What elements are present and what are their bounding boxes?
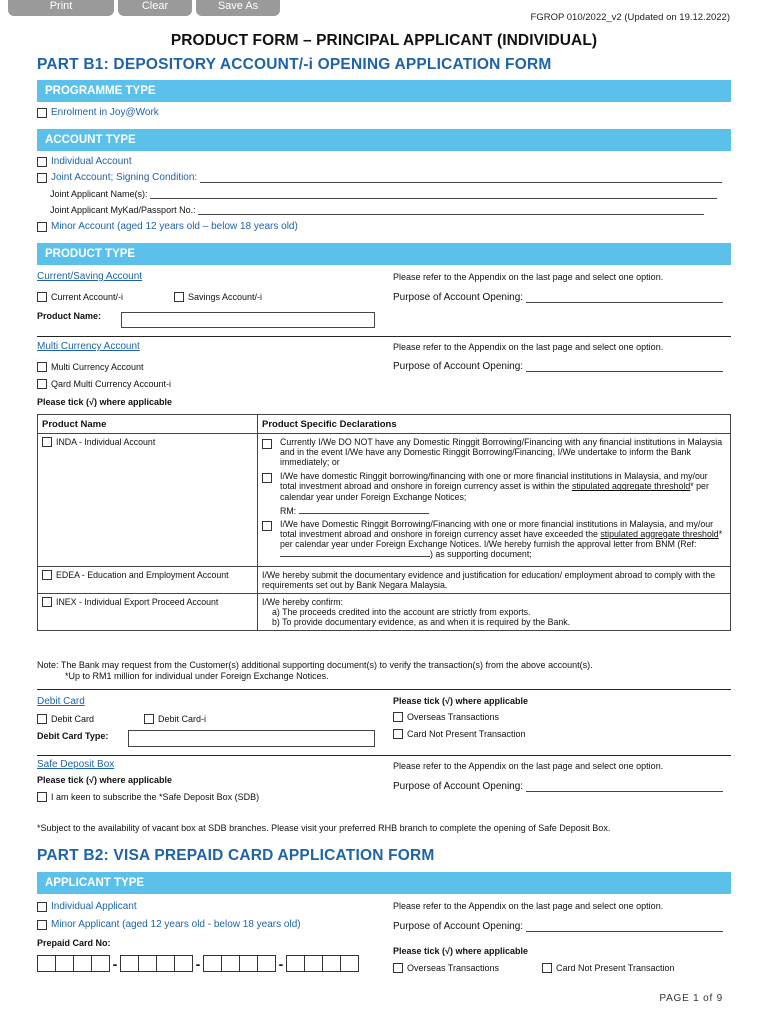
- minor-account-option: [37, 221, 298, 232]
- sdb-label: I am keen to subscribe the *Safe Deposit Box (SDB): [51, 792, 260, 802]
- inda-decl-2-text: [280, 471, 726, 501]
- inda-decl-3-threshold: stipulated aggregate threshold: [600, 528, 719, 539]
- debit-card-checkbox[interactable]: [37, 714, 47, 724]
- document-reference: FGROP 010/2022_v2 (Updated on 19.12.2022): [530, 12, 730, 23]
- inex-cell: [38, 594, 258, 631]
- inda-option: [42, 437, 253, 447]
- sdb-purpose-field[interactable]: [526, 782, 723, 792]
- page-number: PAGE 1 of 9: [659, 993, 723, 1004]
- card-group-1[interactable]: [37, 955, 110, 972]
- joint-account-option: [37, 172, 722, 183]
- sdb-option: [37, 792, 259, 802]
- debit-tick-instruction: Please tick (√) where applicable: [393, 696, 528, 706]
- qard-label: Qard Multi Currency Account-i: [51, 379, 172, 389]
- table-row: [38, 434, 731, 567]
- inda-decl-2-threshold: stipulated aggregate threshold: [571, 481, 691, 492]
- applicant-type-band: APPLICANT TYPE: [37, 872, 731, 894]
- inex-option: [42, 597, 253, 607]
- sdb-tick-instruction: Please tick (√) where applicable: [37, 775, 172, 785]
- debit-overseas-checkbox[interactable]: [393, 712, 403, 722]
- save-as-button[interactable]: Save As: [196, 0, 280, 16]
- table-row: [38, 594, 731, 631]
- card-group-4[interactable]: [286, 955, 359, 972]
- product-declaration-table: [37, 414, 731, 631]
- inda-decl-2-text-a: I/We have domestic Ringgit borrowing/financing with one or more financial institutions in Malaysia, and my/our total investment abroad and onshore in foreign currency asset is within the: [280, 471, 708, 492]
- inda-decl-3-text-a: I/We have Domestic Ringgit Borrowing/Financing with one or more financial institutions in Malaysia, and my/our total investment abroad and onshore in foreign currency asset have exceeded the: [280, 518, 714, 539]
- inda-decl-2-text-c: * per calendar year under Foreign Exchange Notices;: [280, 481, 709, 502]
- joy-at-work-checkbox[interactable]: [37, 108, 47, 118]
- debit-overseas-label: Overseas Transactions: [407, 712, 500, 722]
- inda-checkbox[interactable]: [42, 437, 52, 447]
- prepaid-card-number-input[interactable]: [37, 955, 359, 972]
- individual-applicant-option: [37, 901, 137, 912]
- inda-decl-3-text: [280, 519, 726, 559]
- rm-row: [280, 506, 726, 516]
- cs-purpose-field[interactable]: [526, 293, 723, 303]
- debit-card-title: Debit Card: [37, 696, 85, 707]
- current-account-label: Current Account/-i: [51, 292, 124, 302]
- mc-purpose-label: Purpose of Account Opening:: [393, 361, 524, 372]
- divider: [37, 755, 731, 756]
- inda-decl-1-text: Currently I/We DO NOT have any Domestic Ringgit Borrowing/Financing with any financial institutions in Malaysia and in the event I/We have any Domestic Ringgit Borrowing/Financing, I/We undertake to inform the Bank immediately; or: [280, 437, 723, 468]
- inda-declarations: [258, 434, 731, 567]
- form-toolbar: [8, 0, 280, 16]
- signing-condition-field[interactable]: [200, 173, 722, 183]
- debit-overseas-option: [393, 712, 499, 722]
- debit-card-i-option: [144, 714, 206, 724]
- debit-card-option: [37, 714, 94, 724]
- sdb-checkbox[interactable]: [37, 792, 47, 802]
- inex-line-1: I/We hereby confirm:: [262, 597, 343, 608]
- minor-applicant-label: Minor Applicant (aged 12 years old - below 18 years old): [51, 919, 301, 930]
- inda-decl-3-text-c: * per calendar year under Foreign Exchange Notices. I/We hereby furnish the approval letter from BNM (Ref:: [280, 528, 723, 549]
- product-name-input[interactable]: [121, 312, 375, 328]
- note-line-2: *Up to RM1 million for individual under Foreign Exchange Notices.: [65, 671, 329, 681]
- individual-account-label: Individual Account: [51, 156, 132, 167]
- debit-card-i-checkbox[interactable]: [144, 714, 154, 724]
- safe-deposit-title: Safe Deposit Box: [37, 759, 115, 770]
- debit-card-i-label: Debit Card-i: [158, 714, 207, 724]
- edea-declaration: I/We hereby submit the documentary evidence and justification for education/ employment abroad to comply with the requirements set out by Bank Negara Malaysia.: [258, 567, 731, 594]
- table-header-row: [38, 415, 731, 434]
- programme-type-band: PROGRAMME TYPE: [37, 80, 731, 102]
- current-saving-title: Current/Saving Account: [37, 271, 143, 282]
- b2-appendix-note: Please refer to the Appendix on the last page and select one option.: [393, 901, 664, 911]
- inda-cell: [38, 434, 258, 567]
- inex-declaration: [258, 594, 731, 631]
- dash-separator: -: [278, 955, 284, 972]
- b2-tick-instruction: Please tick (√) where applicable: [393, 946, 528, 956]
- minor-account-checkbox[interactable]: [37, 222, 47, 232]
- multi-currency-checkbox[interactable]: [37, 362, 47, 372]
- tick-instruction: Please tick (√) where applicable: [37, 397, 172, 407]
- cs-purpose-row: [393, 292, 723, 303]
- inex-line-3: b) To provide documentary evidence, as and when it is required by the Bank.: [272, 617, 571, 628]
- joint-names-label: Joint Applicant Name(s):: [50, 189, 148, 199]
- prepaid-card-no-label: Prepaid Card No:: [37, 938, 111, 948]
- sdb-purpose-row: [393, 781, 723, 792]
- savings-account-label: Savings Account/-i: [188, 292, 263, 302]
- savings-account-option: [174, 292, 262, 302]
- minor-account-label: Minor Account (aged 12 years old – below 18 years old): [51, 221, 298, 232]
- b2-cnp-checkbox[interactable]: [542, 963, 552, 973]
- debit-cnp-label: Card Not Present Transaction: [407, 729, 526, 739]
- sdb-purpose-label: Purpose of Account Opening:: [393, 781, 524, 792]
- mc-purpose-row: [393, 361, 723, 372]
- edea-option: [42, 570, 253, 580]
- joint-account-checkbox[interactable]: [37, 173, 47, 183]
- joint-ids-label: Joint Applicant MyKad/Passport No.:: [50, 205, 196, 215]
- b2-cnp-option: [542, 963, 675, 973]
- multi-currency-label: Multi Currency Account: [51, 362, 144, 372]
- rm-field[interactable]: [299, 506, 429, 514]
- inda-label: INDA - Individual Account: [56, 437, 156, 447]
- divider: [37, 689, 731, 690]
- inex-checkbox[interactable]: [42, 597, 52, 607]
- col-product-name: Product Name: [38, 415, 258, 434]
- mc-appendix-note: Please refer to the Appendix on the last page and select one option.: [393, 342, 664, 352]
- card-group-2[interactable]: [120, 955, 193, 972]
- inda-decl-2-checkbox[interactable]: [262, 473, 272, 483]
- print-button[interactable]: Print: [8, 0, 114, 16]
- debit-cnp-option: [393, 729, 526, 739]
- product-type-band: PRODUCT TYPE: [37, 243, 731, 265]
- b2-cnp-label: Card Not Present Transaction: [556, 963, 675, 973]
- inda-decl-1-checkbox[interactable]: [262, 439, 272, 449]
- product-name-label: Product Name:: [37, 311, 102, 321]
- edea-checkbox[interactable]: [42, 570, 52, 580]
- qard-checkbox[interactable]: [37, 379, 47, 389]
- b2-purpose-row: [393, 921, 723, 932]
- joy-at-work-label: Enrolment in Joy@Work: [51, 107, 159, 118]
- inex-label: INEX - Individual Export Proceed Account: [56, 597, 219, 608]
- mc-purpose-field[interactable]: [526, 362, 723, 372]
- inda-decl-3-checkbox[interactable]: [262, 521, 272, 531]
- divider: [37, 336, 731, 337]
- debit-card-label: Debit Card: [51, 714, 95, 724]
- current-account-checkbox[interactable]: [37, 292, 47, 302]
- joint-account-label: Joint Account; Signing Condition:: [51, 172, 198, 183]
- inda-declaration-1: [262, 437, 726, 467]
- note-line-1: Note: The Bank may request from the Customer(s) additional supporting document(s) to verify the transaction(s) from the above account(s).: [37, 660, 593, 670]
- part-b1-heading: PART B1: DEPOSITORY ACCOUNT/-i OPENING APPLICATION FORM: [37, 56, 552, 73]
- multi-currency-title: Multi Currency Account: [37, 341, 140, 352]
- cs-appendix-note: Please refer to the Appendix on the last page and select one option.: [393, 272, 664, 282]
- card-group-3[interactable]: [203, 955, 276, 972]
- joy-at-work-option: [37, 107, 159, 118]
- table-row: [38, 567, 731, 594]
- debit-card-type-input[interactable]: [128, 730, 375, 747]
- page-title: PRODUCT FORM – PRINCIPAL APPLICANT (INDIVIDUAL): [170, 32, 598, 49]
- joint-ids-row: [50, 205, 704, 215]
- sdb-footnote: *Subject to the availability of vacant box at SDB branches. Please visit your preferred RHB branch to complete the opening of Safe Deposit Box.: [37, 823, 611, 833]
- inda-decl-3-text-d: ) as supporting document;: [430, 548, 532, 559]
- individual-applicant-label: Individual Applicant: [51, 901, 137, 912]
- b2-overseas-label: Overseas Transactions: [407, 963, 500, 973]
- sdb-appendix-note: Please refer to the Appendix on the last page and select one option.: [393, 761, 664, 771]
- qard-option: [37, 379, 171, 389]
- b2-overseas-checkbox[interactable]: [393, 963, 403, 973]
- savings-account-checkbox[interactable]: [174, 292, 184, 302]
- bnm-ref-field[interactable]: [280, 549, 430, 557]
- cs-purpose-label: Purpose of Account Opening:: [393, 292, 524, 303]
- inda-declaration-2: [262, 471, 726, 501]
- debit-cnp-checkbox[interactable]: [393, 729, 403, 739]
- current-account-option: [37, 292, 123, 302]
- b2-purpose-label: Purpose of Account Opening:: [393, 921, 524, 932]
- part-b2-heading: PART B2: VISA PREPAID CARD APPLICATION FORM: [37, 847, 435, 864]
- edea-cell: [38, 567, 258, 594]
- joint-names-row: [50, 189, 717, 199]
- inda-declaration-3: [262, 519, 726, 559]
- individual-account-option: [37, 156, 132, 167]
- inex-line-2: a) The proceeds credited into the account are strictly from exports.: [272, 607, 531, 618]
- multi-currency-option: [37, 362, 144, 372]
- debit-card-type-label: Debit Card Type:: [37, 731, 109, 741]
- edea-label: EDEA - Education and Employment Account: [56, 570, 229, 581]
- minor-applicant-option: [37, 919, 301, 930]
- b2-overseas-option: [393, 963, 499, 973]
- b2-purpose-field[interactable]: [526, 922, 723, 932]
- dash-separator: -: [112, 955, 118, 972]
- rm-label: RM:: [280, 505, 297, 516]
- minor-applicant-checkbox[interactable]: [37, 920, 47, 930]
- individual-applicant-checkbox[interactable]: [37, 902, 47, 912]
- col-declarations: Product Specific Declarations: [258, 415, 731, 434]
- individual-account-checkbox[interactable]: [37, 157, 47, 167]
- dash-separator: -: [195, 955, 201, 972]
- account-type-band: ACCOUNT TYPE: [37, 129, 731, 151]
- joint-names-field[interactable]: [150, 189, 717, 199]
- clear-button[interactable]: Clear: [118, 0, 192, 16]
- joint-ids-field[interactable]: [198, 205, 704, 215]
